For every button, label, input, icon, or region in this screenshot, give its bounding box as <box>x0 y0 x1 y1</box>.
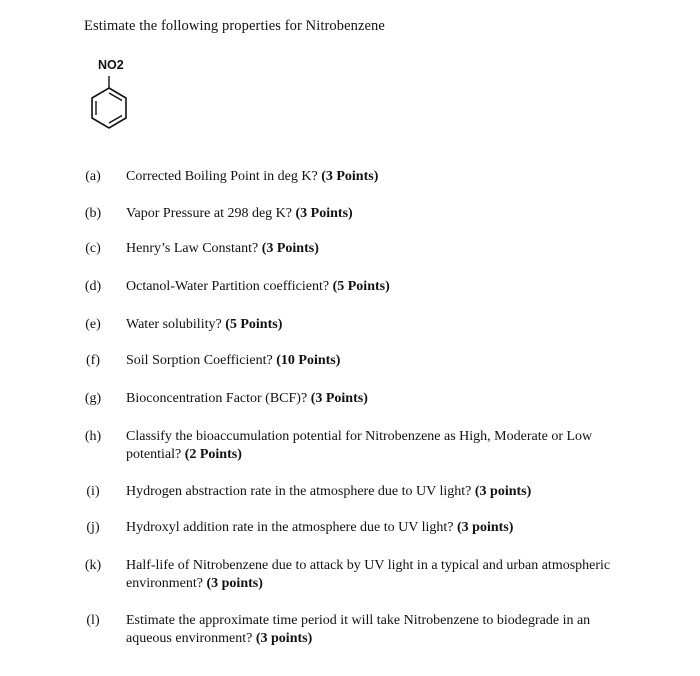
question-text <box>126 557 626 593</box>
question-body: Corrected Boiling Point in deg K? <box>126 169 322 184</box>
question-label: (i) <box>86 484 100 499</box>
question-body: Estimate the approximate time period it will take Nitrobenzene to biodegrade in an aqueous environment? <box>126 613 591 646</box>
question-text <box>126 278 646 296</box>
question-points: (3 Points) <box>295 206 353 221</box>
question-points: (3 Points) <box>310 391 368 406</box>
question-points: (5 Points) <box>332 279 390 294</box>
question-label: (l) <box>86 613 100 628</box>
question-points: (3 points) <box>474 484 532 499</box>
question-points: (2 Points) <box>184 447 242 462</box>
question-body: Vapor Pressure at 298 deg K? <box>126 206 296 221</box>
benzene-ring-icon <box>72 56 152 156</box>
page-title: Estimate the following properties for Nitrobenzene <box>84 18 385 34</box>
question-text <box>126 428 601 464</box>
question-body: Soil Sorption Coefficient? <box>126 353 277 368</box>
question-points: (3 Points) <box>321 169 379 184</box>
question-body: Half-life of Nitrobenzene due to attack by UV light in a typical and urban atmospheric environment? <box>126 558 611 591</box>
question-body: Henry’s Law Constant? <box>126 241 262 256</box>
question-points: (3 Points) <box>261 241 319 256</box>
question-label: (d) <box>84 279 102 294</box>
substituent-label: NO2 <box>98 58 124 72</box>
question-label: (g) <box>84 391 102 406</box>
question-points: (3 points) <box>255 631 313 646</box>
question-text <box>126 205 646 223</box>
question-label: (b) <box>84 206 102 221</box>
question-label: (j) <box>86 520 100 535</box>
question-points: (3 points) <box>457 520 514 535</box>
question-text <box>126 519 646 537</box>
question-points: (5 Points) <box>225 317 283 332</box>
question-body: Octanol-Water Partition coefficient? <box>126 279 333 294</box>
question-label: (e) <box>85 317 101 332</box>
question-text <box>126 240 646 258</box>
question-points: (10 Points) <box>276 353 341 368</box>
question-body: Bioconcentration Factor (BCF)? <box>126 391 311 406</box>
question-text <box>126 612 606 648</box>
question-body: Hydrogen abstraction rate in the atmosphere due to UV light? <box>126 484 475 499</box>
question-text <box>126 316 646 334</box>
question-body: Water solubility? <box>126 317 226 332</box>
question-text <box>126 483 646 501</box>
question-label: (c) <box>85 241 101 256</box>
question-body: Hydroxyl addition rate in the atmosphere due to UV light? <box>126 520 458 535</box>
question-label: (h) <box>84 429 102 444</box>
question-points: (3 points) <box>206 576 263 591</box>
question-body: Classify the bioaccumulation potential for Nitrobenzene as High, Moderate or Low potential? <box>126 429 593 462</box>
question-label: (a) <box>85 169 101 184</box>
question-label: (f) <box>86 353 100 368</box>
question-text <box>126 352 646 370</box>
question-label: (k) <box>84 558 102 573</box>
question-text <box>126 390 646 408</box>
nitrobenzene-structure <box>72 56 152 156</box>
question-text <box>126 168 646 186</box>
